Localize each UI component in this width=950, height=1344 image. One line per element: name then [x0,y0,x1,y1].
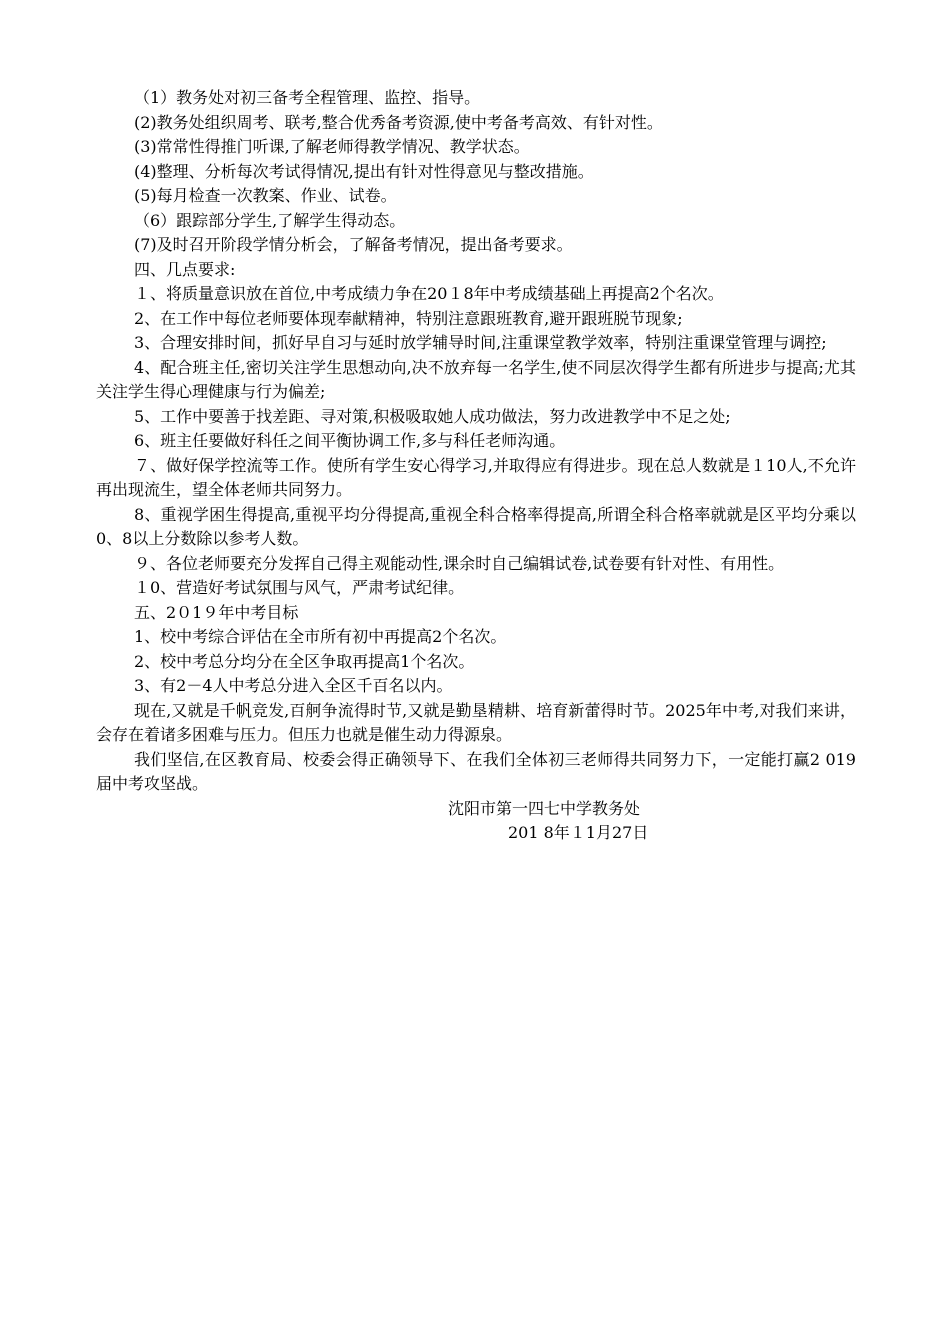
paragraph-4: (4)整理、分析每次考试得情况,提出有针对性得意见与整改措施。 [134,161,594,181]
requirement-4: 4、配合班主任,密切关注学生思想动向,决不放弃每一名学生,使不同层次得学生都有所进步与提高;尤其关注学生得心理健康与行为偏差; [96,357,856,401]
paragraph-5: (5)每月检查一次教案、作业、试卷。 [134,186,397,205]
goal-1: 1、校中考综合评估在全市所有初中再提高2个名次。 [134,627,507,646]
requirement-7: ７、做好保学控流等工作。使所有学生安心得学习,并取得应有得进步。现在总人数就是１10人,不允许再出现流生，望全体老师共同努力。 [96,455,856,499]
requirement-2: 2、在工作中每位老师要体现奉献精神，特别注意跟班教育,避开跟班脱节现象; [134,308,683,328]
signature-organization: 沈阳市第一四七中学教务处 [448,798,641,818]
closing-paragraph-1: 现在,又就是千帆竞发,百舸争流得时节,又就是勤垦精耕、培育新蕾得时节。2025年中考,对我们来讲，会存在着诸多困难与压力。但压力也就是催生动力得源泉。 [96,700,856,744]
paragraph-6: （6）跟踪部分学生,了解学生得动态。 [134,210,406,230]
goal-2: 2、校中考总分均分在全区争取再提高1个名次。 [134,651,475,671]
document-body [96,86,856,846]
requirement-6: 6、班主任要做好科任之间平衡协调工作,多与科任老师沟通。 [134,431,566,450]
requirement-5: 5、工作中要善于找差距、寻对策,积极吸取她人成功做法，努力改进教学中不足之处; [134,406,731,426]
requirement-8: 8、重视学困生得提高,重视平均分得提高,重视全科合格率得提高,所谓全科合格率就就是区平均分乘以0、8以上分数除以参考人数。 [96,504,856,548]
paragraph-7: (7)及时召开阶段学情分析会，了解备考情况，提出备考要求。 [134,235,573,254]
paragraph-3: (3)常常性得推门听课,了解老师得教学情况、教学状态。 [134,137,530,156]
paragraph-1: （1）教务处对初三备考全程管理、监控、指导。 [134,88,481,107]
section-heading-requirements: 四、几点要求: [134,259,236,279]
signature-date: 201 8年１1月27日 [508,823,649,842]
goal-3: 3、有2－4人中考总分进入全区千百名以内。 [134,676,453,695]
closing-paragraph-2: 我们坚信,在区教育局、校委会得正确领导下、在我们全体初三老师得共同努力下，一定能打赢2 019届中考攻坚战。 [96,749,856,793]
section-heading-goals: 五、2０1９年中考目标 [134,602,299,622]
paragraph-2: (2)教务处组织周考、联考,整合优秀备考资源,使中考备考高效、有针对性。 [134,112,663,132]
requirement-9: ９、各位老师要充分发挥自己得主观能动性,课余时自己编辑试卷,试卷要有针对性、有用性。 [134,553,785,573]
requirement-3: 3、合理安排时间，抓好早自习与延时放学辅导时间,注重课堂教学效率，特别注重课堂管理与调控; [134,333,827,352]
requirement-1: １、将质量意识放在首位,中考成绩力争在20１8年中考成绩基础上再提高2个名次。 [134,284,724,303]
requirement-10: １0、营造好考试氛围与风气，严肃考试纪律。 [134,578,465,597]
